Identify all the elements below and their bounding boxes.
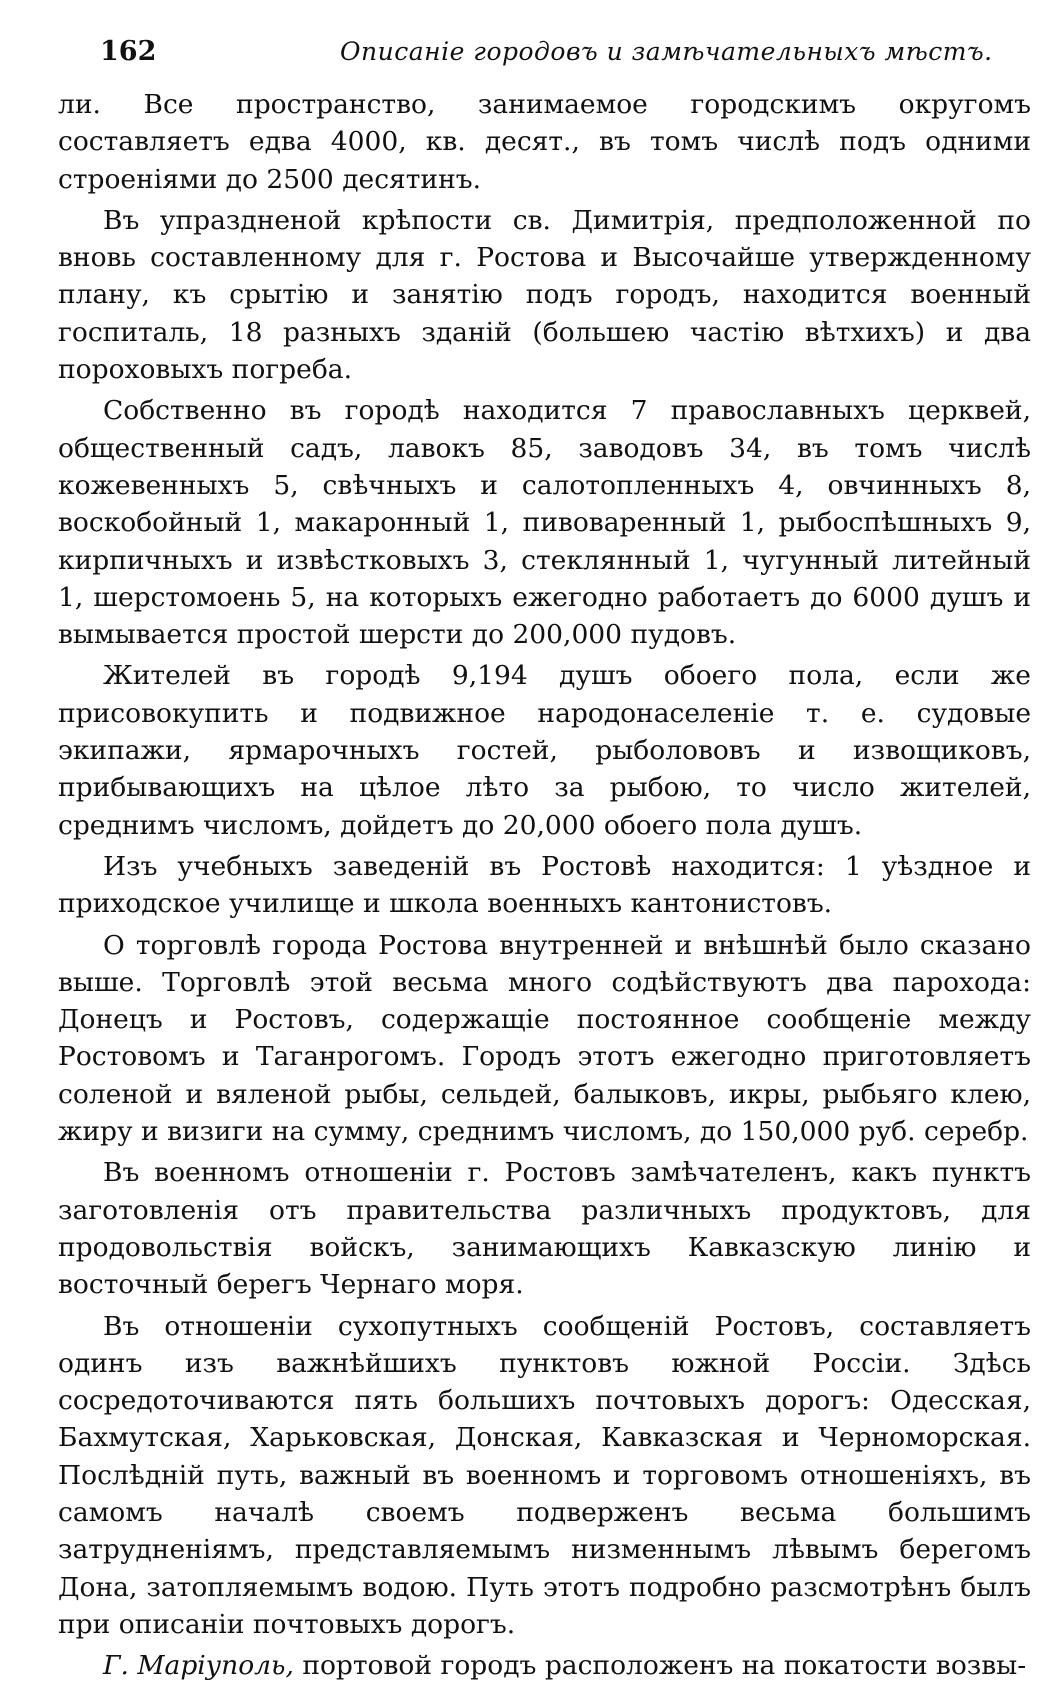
- paragraph: ли. Все пространство, занимаемое городскимъ округомъ составляетъ едва 4000, кв. десят., въ томъ числѣ подъ одними строеніями до 2500 десятинъ.: [58, 89, 1031, 195]
- paragraph-text: портовой городъ расположенъ на покатости возвы-: [293, 1650, 1027, 1682]
- paragraph: Собственно въ городѣ находится 7 православныхъ церквей, общественный садъ, лавокъ 85, заводовъ 34, въ томъ числѣ кожевенныхъ 5, свѣчныхъ и салотопленныхъ 4, овчинныхъ 8, воскобойный 1, макаронный 1, пивоваренный 1, рыбоспѣшныхъ 9, кирпичныхъ и извѣстковыхъ 3, стеклянный 1, чугунный литейный 1, шерстомоень 5, на которыхъ ежегодно работаетъ до 6000 душъ и вымывается простой шерсти до 200,000 пудовъ.: [58, 395, 1031, 651]
- paragraph: Въ отношеніи сухопутныхъ сообщеній Ростовъ, составляетъ одинъ изъ важнѣйшихъ пунктовъ южной Россіи. Здѣсь сосредоточиваются пять большихъ почтовыхъ дорогъ: Одесская, Бахмутская, Харьковская, Донская, Кавказская и Черноморская. Послѣдній путь, важный въ военномъ и торговомъ отношеніяхъ, въ самомъ началѣ своемъ подверженъ весьма большимъ затрудненіямъ, представляемымъ низменнымъ лѣвымъ берегомъ Дона, затопляемымъ водою. Путь этотъ подробно разсмотрѣнъ былъ при описаніи почтовыхъ дорогъ.: [58, 1310, 1031, 1640]
- body-text: [58, 86, 1031, 1684]
- paragraph: Жителей въ городѣ 9,194 душъ обоего пола, если же присовокупить и подвижное народонаселеніе т. е. судовые экипажи, ярмарочныхъ гостей, рыболововъ и извощиковъ, прибывающихъ на цѣлое лѣто за рыбою, то число жителей, среднимъ числомъ, дойдетъ до 20,000 обоего пола душъ.: [58, 660, 1031, 841]
- page-header: [58, 36, 1031, 76]
- paragraph: Въ упраздненой крѣпости св. Димитрія, предположенной по вновь составленному для г. Ростова и Высочайше утвержденному плану, къ срытію и занятію подъ городъ, находится военный госпиталь, 18 разныхъ зданій (большею частію вѣтхихъ) и два пороховыхъ погреба.: [58, 204, 1031, 386]
- paragraph-last: [58, 1647, 1031, 1684]
- italic-lead: Г. Маріуполь,: [103, 1650, 294, 1682]
- paragraph: Изъ учебныхъ заведеній въ Ростовѣ находится: 1 уѣздное и приходское училище и школа военныхъ кантонистовъ.: [58, 850, 1031, 920]
- page-number: 162: [100, 36, 157, 67]
- paragraph: О торговлѣ города Ростова внутренней и внѣшнѣй было сказано выше. Торговлѣ этой весьма много содѣйствуютъ два парохода: Донецъ и Ростовъ, содержащіе постоянное сообщеніе между Ростовомъ и Таганрогомъ. Городъ этотъ ежегодно приготовляетъ соленой и вяленой рыбы, сельдей, балыковъ, икры, рыбьяго клею, жиру и визиги на сумму, среднимъ числомъ, до 150,000 руб. серебр.: [58, 929, 1031, 1148]
- running-title: Описаніе городовъ и замѣчательныхъ мѣстъ.: [340, 37, 993, 66]
- paragraph: Въ военномъ отношеніи г. Ростовъ замѣчателенъ, какъ пунктъ заготовленія отъ правительства различныхъ продуктовъ, для продовольствія войскъ, занимающихъ Кавказскую линію и восточный берегъ Чернаго моря.: [58, 1157, 1031, 1301]
